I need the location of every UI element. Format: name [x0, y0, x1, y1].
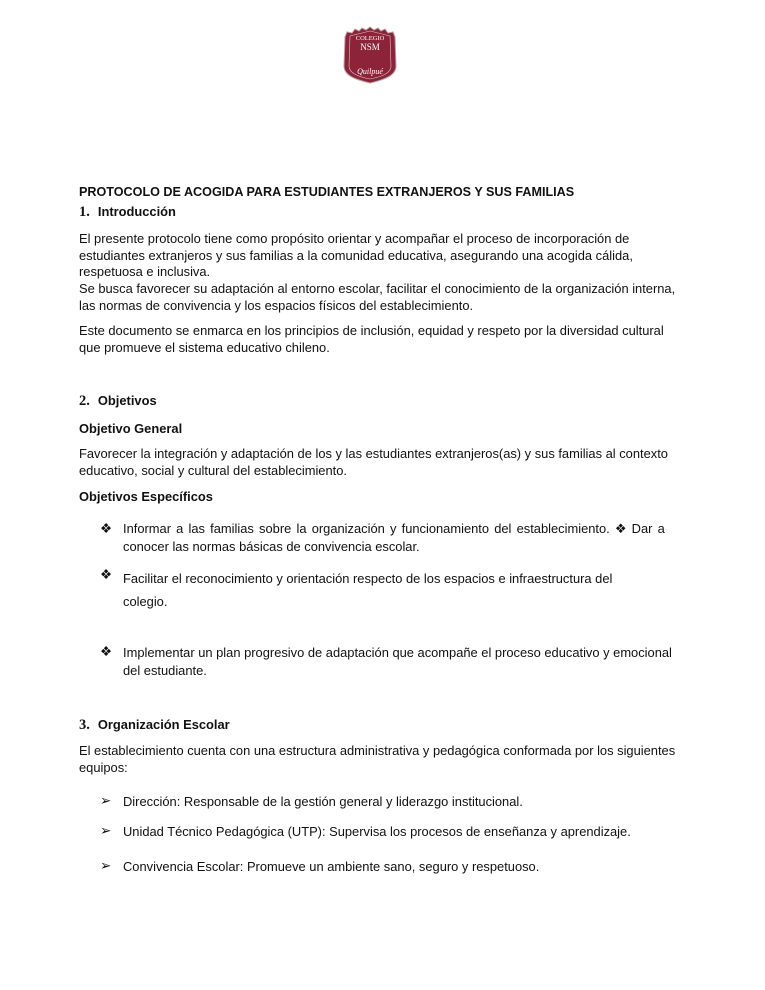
diamond-bullet-icon: ❖ [100, 644, 113, 659]
text-line: respetuosa e inclusiva. [79, 264, 211, 280]
text-line: las normas de convivencia y los espacios físicos del establecimiento. [79, 297, 474, 313]
specific-objectives-heading: Objetivos Específicos [79, 489, 213, 504]
document-title: PROTOCOLO DE ACOGIDA PARA ESTUDIANTES EXTRANJEROS Y SUS FAMILIAS [79, 185, 575, 199]
list-item: Dirección: Responsable de la gestión general y liderazgo institucional. [123, 794, 523, 809]
intro-paragraph-3 [79, 323, 687, 356]
text-line: Informar a las familias sobre la organización y funcionamiento del establecimiento. ❖ Dar a [123, 521, 665, 536]
diamond-bullet-icon: ❖ [100, 521, 113, 536]
intro-paragraph-1 [79, 231, 687, 281]
section-3-number: 3. [79, 717, 90, 733]
organization-intro-paragraph [79, 743, 687, 776]
section-1-heading [79, 204, 176, 221]
section-2-number: 2. [79, 393, 90, 409]
logo-line-3: Quilpué [357, 67, 383, 76]
section-3-heading [79, 717, 230, 734]
diamond-bullet-icon: ❖ [100, 567, 113, 582]
text-line: que promueve el sistema educativo chileno. [79, 339, 330, 355]
intro-paragraph-2 [79, 281, 687, 314]
list-item [123, 567, 685, 613]
general-objective-heading: Objetivo General [79, 421, 183, 436]
text-line: educativo, social y cultural del establecimiento. [79, 462, 347, 478]
school-logo [343, 26, 397, 84]
section-1-title: Introducción [97, 204, 176, 219]
list-item [123, 520, 685, 556]
section-3-title: Organización Escolar [97, 717, 230, 732]
general-objective-paragraph [79, 446, 687, 479]
logo-line-1: COLEGIO [355, 35, 385, 42]
text-line: equipos: [79, 759, 128, 775]
arrow-bullet-icon: ➢ [100, 793, 112, 808]
text-line: colegio. [123, 594, 168, 609]
shield-crest-icon [343, 26, 397, 84]
text-line: El establecimiento cuenta con una estructura administrativa y pedagógica conformada por los siguientes [79, 743, 676, 758]
text-line: Facilitar el reconocimiento y orientación respecto de los espacios e infraestructura del [123, 571, 613, 586]
text-line: conocer las normas básicas de convivencia escolar. [123, 539, 420, 554]
list-item: Unidad Técnico Pedagógica (UTP): Supervisa los procesos de enseñanza y aprendizaje. [123, 824, 631, 839]
text-line: Este documento se enmarca en los principios de inclusión, equidad y respeto por la diversidad cultural [79, 323, 664, 338]
text-line: Implementar un plan progresivo de adaptación que acompañe el proceso educativo y emocional [123, 645, 672, 660]
text-line: estudiantes extranjeros y sus familias a la comunidad educativa, asegurando una acogida cálida, [79, 247, 633, 263]
logo-line-2: NSM [360, 42, 380, 52]
text-line: Favorecer la integración y adaptación de los y las estudiantes extranjeros(as) y sus familias al contexto [79, 446, 668, 461]
list-item [123, 644, 685, 680]
text-line: Se busca favorecer su adaptación al entorno escolar, facilitar el conocimiento de la organización interna, [79, 281, 676, 296]
section-2-heading [79, 393, 157, 410]
list-item: Convivencia Escolar: Promueve un ambiente sano, seguro y respetuoso. [123, 859, 540, 874]
arrow-bullet-icon: ➢ [100, 858, 112, 873]
arrow-bullet-icon: ➢ [100, 823, 112, 838]
section-1-number: 1. [79, 204, 90, 220]
text-line: del estudiante. [123, 663, 207, 678]
section-2-title: Objetivos [97, 393, 157, 408]
text-line: El presente protocolo tiene como propósito orientar y acompañar el proceso de incorporación de [79, 231, 630, 246]
